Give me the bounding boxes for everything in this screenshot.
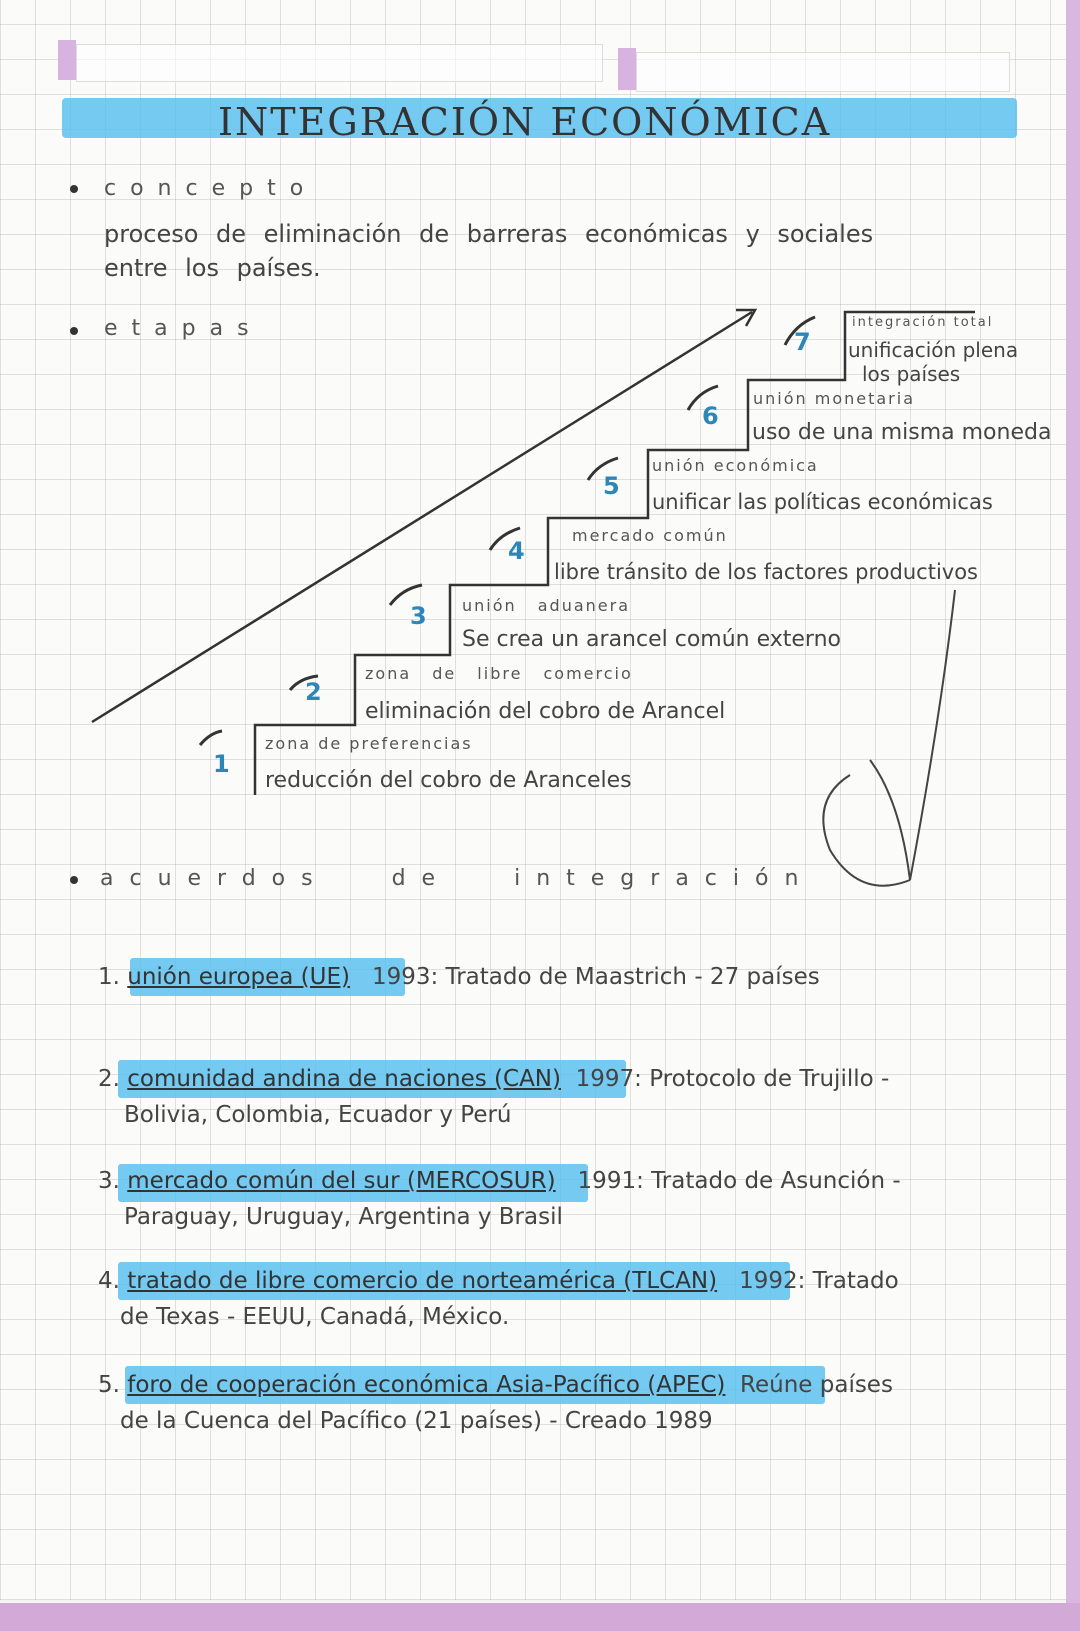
agreement-countries: Paraguay, Uruguay, Argentina y Brasil — [124, 1204, 563, 1230]
agreement-detail: Reúne países — [740, 1372, 893, 1398]
progress-arrow — [92, 312, 752, 722]
agreement-item — [98, 1372, 893, 1398]
agreement-countries: de Texas - EEUU, Canadá, México. — [120, 1304, 510, 1330]
step-name: unión económica — [652, 456, 819, 475]
section-heading-concepto: concepto — [104, 176, 318, 201]
step-number: 4 — [508, 537, 525, 565]
step-number: 7 — [794, 328, 811, 356]
step-number: 3 — [410, 602, 427, 630]
step-description: uso de una misma moneda — [752, 420, 1052, 445]
step-name: unión aduanera — [462, 596, 631, 615]
agreement-index: 5. — [98, 1372, 120, 1398]
section-heading-etapas: etapas — [104, 316, 263, 341]
step-description: eliminación del cobro de Arancel — [365, 699, 726, 724]
step-name: zona de libre comercio — [365, 664, 633, 683]
agreement-index: 3. — [98, 1168, 120, 1194]
agreement-item — [98, 1168, 901, 1194]
step-number: 1 — [213, 750, 230, 778]
agreement-detail: 1997: Protocolo de Trujillo - — [575, 1066, 890, 1092]
step-description: unificación plena — [848, 338, 1019, 362]
agreement-detail: 1993: Tratado de Maastrich - 27 países — [371, 964, 820, 990]
step-name: unión monetaria — [753, 389, 916, 408]
agreement-index: 2. — [98, 1066, 120, 1092]
agreement-countries: Bolivia, Colombia, Ecuador y Perú — [124, 1102, 512, 1128]
agreement-item — [98, 1268, 899, 1294]
agreement-detail: 1991: Tratado de Asunción - — [577, 1168, 901, 1194]
step-description-continued: los países — [862, 362, 961, 386]
agreement-name: mercado común del sur (MERCOSUR) — [127, 1168, 556, 1194]
agreement-name: tratado de libre comercio de norteamérica (TLCAN) — [127, 1268, 718, 1294]
step-description: reducción del cobro de Aranceles — [265, 768, 632, 793]
agreement-item — [98, 1066, 889, 1092]
section-heading-acuerdos: acuerdos de integración — [100, 866, 815, 891]
agreement-countries: de la Cuenca del Pacífico (21 países) - Creado 1989 — [120, 1408, 713, 1434]
concepto-line-1: proceso de eliminación de barreras económicas y sociales — [104, 220, 874, 248]
agreement-name: unión europea (UE) — [127, 964, 350, 990]
agreement-detail: 1992: Tratado — [739, 1268, 899, 1294]
step-name: integración total — [852, 315, 994, 330]
agreement-index: 4. — [98, 1268, 120, 1294]
step-name: mercado común — [572, 526, 728, 545]
step-description: Se crea un arancel común externo — [462, 627, 841, 652]
agreement-item — [98, 964, 820, 990]
step-number: 5 — [603, 472, 620, 500]
step-name: zona de preferencias — [265, 734, 473, 753]
agreement-name: comunidad andina de naciones (CAN) — [127, 1066, 561, 1092]
agreement-index: 1. — [98, 964, 120, 990]
agreement-name: foro de cooperación económica Asia-Pacífico (APEC) — [127, 1372, 726, 1398]
bunny-doodle-icon — [823, 590, 955, 886]
bullet — [70, 876, 78, 884]
step-number: 6 — [702, 402, 719, 430]
concepto-line-2: entre los países. — [104, 254, 321, 282]
step-number: 2 — [305, 678, 322, 706]
step-description: libre tránsito de los factores productivos — [554, 560, 978, 584]
page-edge-bottom — [0, 1603, 1080, 1631]
page-title: INTEGRACIÓN ECONÓMICA — [218, 100, 832, 144]
step-description: unificar las políticas económicas — [652, 490, 993, 514]
